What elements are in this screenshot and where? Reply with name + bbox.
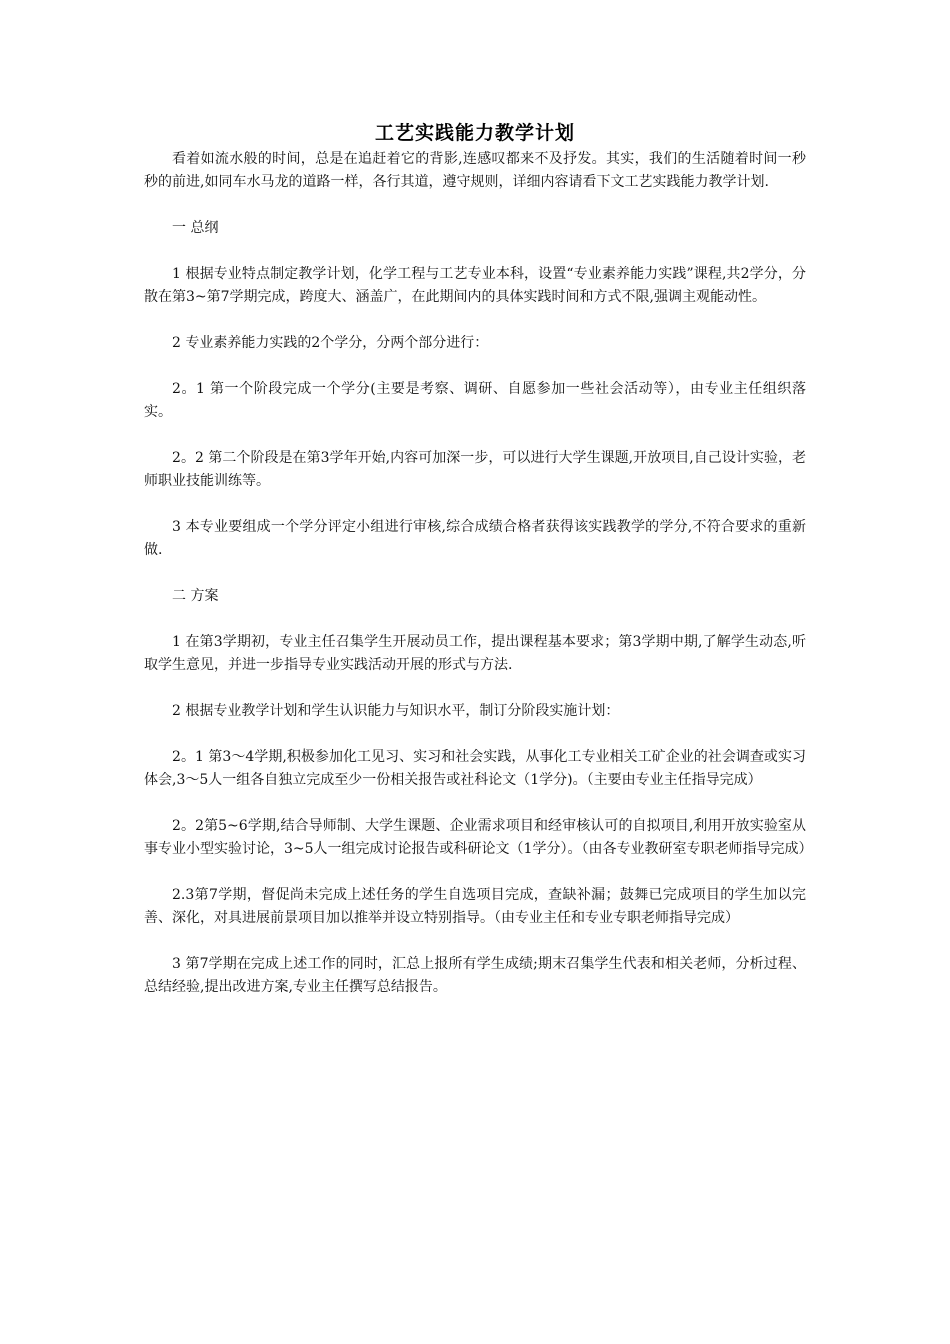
section-heading-plan: 二 方案 [172, 588, 219, 604]
general-item-2-1: 2。1 第一个阶段完成一个学分(主要是考察、调研、自愿参加一些社会活动等），由专业主任组织落实。 [144, 381, 806, 420]
plan-item-2: 2 根据专业教学计划和学生认识能力与知识水平，制订分阶段实施计划： [172, 703, 620, 719]
plan-item-2-3: 2.3第7学期，督促尚未完成上述任务的学生自选项目完成，查缺补漏；鼓舞已完成项目的学生加以完善、深化，对具进展前景项目加以推举并设立特别指导。（由专业主任和专业专职老师指导完成） [144, 887, 806, 926]
document-title: 工艺实践能力教学计划 [374, 122, 575, 144]
plan-item-1: 1 在第3学期初，专业主任召集学生开展动员工作，提出课程基本要求；第3学期中期,了解学生动态,听取学生意见，并进一步指导专业实践活动开展的形式与方法. [144, 634, 806, 673]
plan-item-2-1: 2。1 第3～4学期,积极参加化工见习、实习和社会实践，从事化工专业相关工矿企业的社会调查或实习体会,3～5人一组各自独立完成至少一份相关报告或社科论文（1学分)。（主要由专业主任指导完成） [144, 749, 806, 788]
document-body [144, 118, 813, 1022]
intro-paragraph: 看着如流水般的时间，总是在追赶着它的背影,连感叹都来不及抒发。其实，我们的生活随着时间一秒秒的前进,如同车水马龙的道路一样，各行其道，遵守规则，详细内容请看下文工艺实践能力教学计划. [144, 151, 806, 190]
general-item-3: 3 本专业要组成一个学分评定小组进行审核,综合成绩合格者获得该实践教学的学分,不符合要求的重新做. [144, 519, 806, 558]
general-item-2-2: 2。2 第二个阶段是在第3学年开始,内容可加深一步，可以进行大学生课题,开放项目,自己设计实验，老师职业技能训练等。 [144, 450, 806, 489]
general-item-2: 2 专业素养能力实践的2个学分，分两个部分进行： [172, 335, 489, 351]
plan-item-3: 3 第7学期在完成上述工作的同时，汇总上报所有学生成绩;期末召集学生代表和相关老师，分析过程、总结经验,提出改进方案,专业主任撰写总结报告。 [144, 956, 806, 995]
general-item-1: 1 根据专业特点制定教学计划，化学工程与工艺专业本科，设置“专业素养能力实践”课程,共2学分，分散在第3~第7学期完成，跨度大、涵盖广，在此期间内的具体实践时间和方式不限,强调主观能动性。 [144, 266, 806, 305]
section-heading-general: 一 总纲 [172, 220, 219, 236]
plan-item-2-2: 2。2第5~6学期,结合导师制、大学生课题、企业需求项目和经审核认可的自拟项目,利用开放实验室从事专业小型实验讨论，3~5人一组完成讨论报告或科研论文（1学分）。（由各专业教研室专职老师指导完成） [144, 818, 813, 857]
